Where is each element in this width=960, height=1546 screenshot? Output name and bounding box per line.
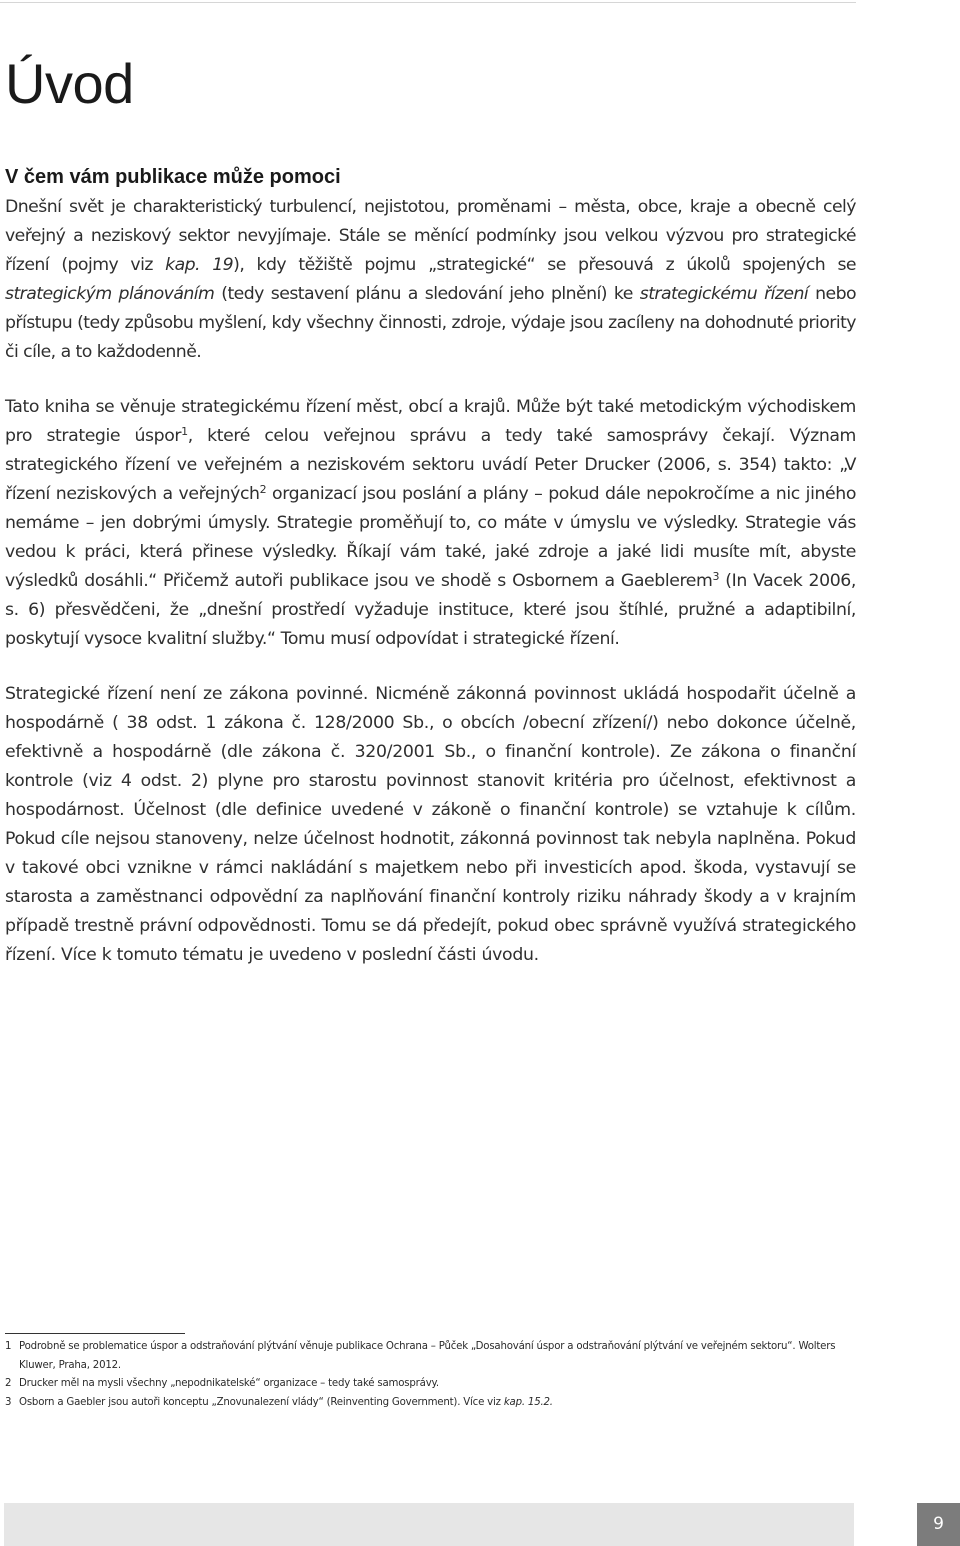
footnote-ref-1: 1 [181, 425, 188, 438]
footnote-number: 1 [5, 1341, 12, 1352]
footnote-ref-3: 3 [712, 570, 720, 583]
page-number: 9 [933, 1514, 944, 1534]
chapter-reference: kap. 19 [165, 255, 234, 275]
page-title: Úvod [5, 52, 134, 115]
footnote-1 [5, 1338, 863, 1375]
page-number-box [917, 1503, 960, 1546]
footer-bar [4, 1503, 854, 1546]
footnote-text: Osborn a Gaebler jsou autoři konceptu „Znovunalezení vlády“ (Reinventing Government). Více viz [19, 1396, 504, 1408]
footnotes [5, 1338, 863, 1412]
body-text [5, 193, 856, 996]
paragraph-1: Dnešní svět je charakteristický turbulencí, nejistotou, proměnami – města, obce, kraje a obecně celý veřejný a neziskový sektor nevyjímaje. Stále se měnící podmínky jsou velkou výzvou pro strategické řízení (pojmy viz kap. 19), kdy těžiště pojmu „strategické“ se přesouvá z úkolů spojených se strategickým plánováním (tedy sestavení plánu a sledování jeho plnění) ke strategickému řízení nebo přístupu (tedy způsobu myšlení, kdy všechny činnosti, zdroje, výdaje jsou zacíleny na dohodnuté priority či cíle, a to každodenně. [5, 197, 857, 362]
paragraph-2: Tato kniha se věnuje strategickému řízení měst, obcí a krajů. Může být také metodickým východiskem pro strategie úspor$^1$, které celou veřejnou správu a tedy také samosprávy čekají. Význam strategického řízení ve veřejném a neziskovém sektoru uvádí Peter Drucker (2006, s. 354) takto: „V řízení neziskových a veřejných$^2$ organizací jsou poslání a plány – pokud dále nepokročíme a nic jiného nemáme – jen dobrými úmysly. Strategie proměňují to, co máte v úmyslu ve výsledky. Strategie vás vedou k práci, která přinese výsledky. Říkají vám také, jaké zdroje a jaké lidi musíte mít, abyste výsledků dosáhli.“ Přičemž autoři publikace jsou ve shodě s Osbornem a Gaeblerem$^3$ (In Vacek 2006, s. 6) přesvědčeni, že „dnešní prostředí vyžaduje instituce, které jsou štíhlé, pružné a adaptibilní, poskytují vysoce kvalitní služby.“ Tomu musí odpovídat i strategické řízení. [5, 397, 856, 649]
footnote-2 [5, 1375, 863, 1394]
paragraph-3: Strategické řízení není ze zákona povinné. Nicméně zákonná povinnost ukládá hospodařit účelně a hospodárně ( 38 odst. 1 zákona č. 128/2000 Sb., o obcích /obecní zřízení/) nebo dokonce účelně, efektivně a hospodárně (dle zákona č. 320/2001 Sb., o finanční kontrole). Ze zákona o finanční kontrole (viz 4 odst. 2) plyne pro starostu povinnost stanovit kritéria pro účelnost, efektivnost a hospodárnost. Účelnost (dle definice uvedené v zákoně o finanční kontrole) se vztahuje k cílům. Pokud cíle nejsou stanoveny, nelze účelnost hodnotit, zákonná povinnost tak nebyla naplněna. Pokud v takové obci vznikne v rámci nakládání s majetkem nebo při investicích apod. škoda, vystavují se starosta a zaměstnanci odpovědní za naplňování finanční kontroly riziku náhrady škody a v krajním případě trestně právní odpovědnosti. Tomu se dá předejít, pokud obec správně využívá strategického řízení. Více k tomuto tématu je uvedeno v poslední části úvodu. [5, 684, 856, 965]
footnote-number: 3 [5, 1396, 12, 1408]
emphasis-strategic-planning: strategickým plánováním [5, 284, 215, 304]
footnote-text: Drucker měl na mysli všechny „nepodnikatelské“ organizace – tedy také samosprávy. [19, 1378, 439, 1389]
emphasis-strategic-management: strategickému řízení [639, 284, 809, 304]
chapter-reference: kap. 15.2. [503, 1396, 553, 1408]
footnote-text: Podrobně se problematice úspor a odstraňování plýtvání věnuje publikace Ochrana – Půček „Dosahování úspor a odstraňování plýtvání ve veřejném sektoru“. Wolters Kluwer, Praha, 2012. [19, 1341, 836, 1371]
footnote-3 [5, 1394, 863, 1413]
top-rule [0, 2, 856, 3]
footnote-ref-2: 2 [259, 483, 267, 496]
footnote-number: 2 [5, 1378, 12, 1389]
section-heading: V čem vám publikace může pomoci [5, 166, 341, 188]
footnote-separator [5, 1333, 185, 1334]
